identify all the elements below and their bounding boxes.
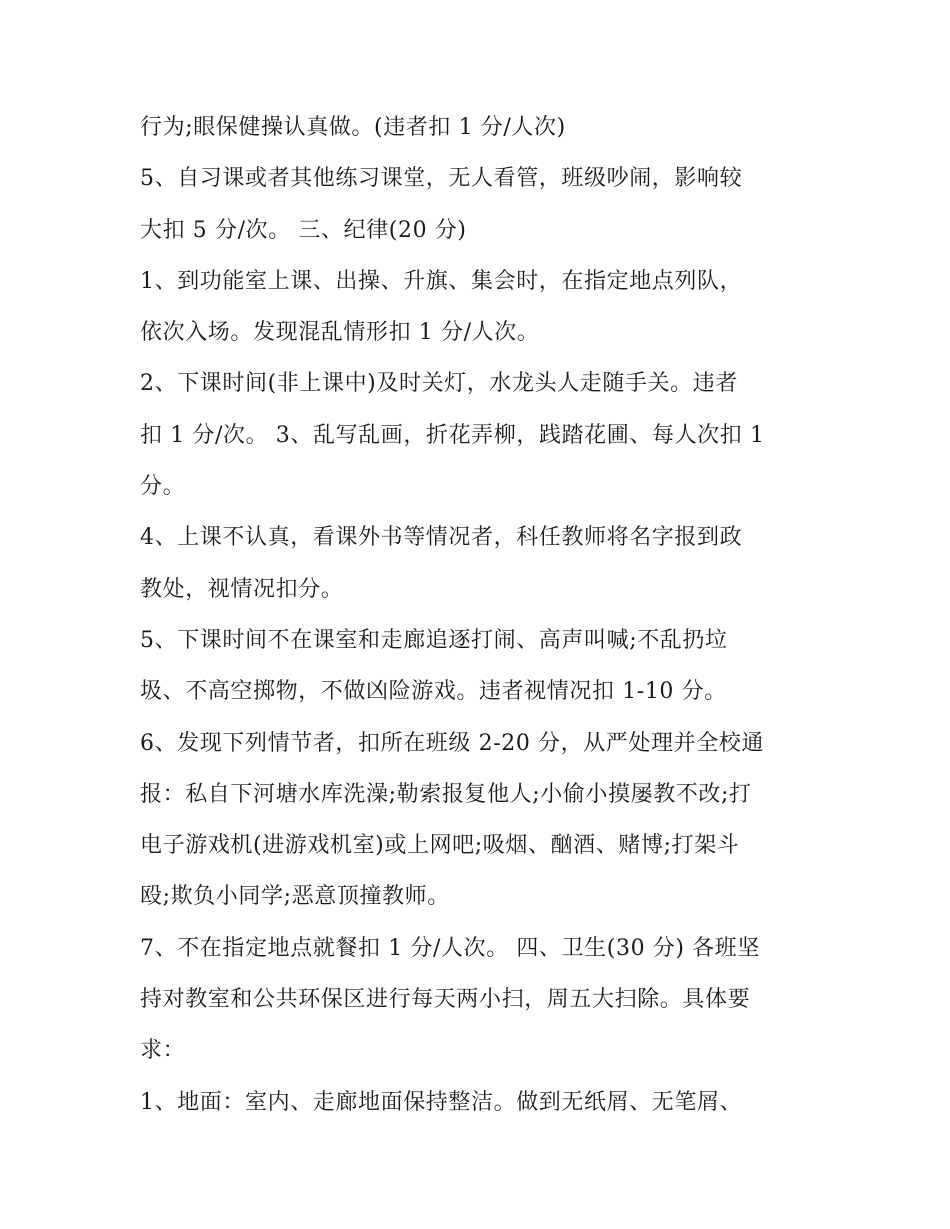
text-line: 分。 xyxy=(140,474,186,500)
text-line: 5、下课时间不在课室和走廊追逐打闹、高声叫喊;不乱扔垃 xyxy=(140,627,728,653)
text-line: 大扣 5 分/次。 三、纪律(20 分) xyxy=(140,217,467,243)
text-line: 4、上课不认真，看课外书等情况者，科任教师将名字报到政 xyxy=(140,525,743,551)
text-line: 扣 1 分/次。 3、乱写乱画，折花弄柳，践踏花圃、每人次扣 1 xyxy=(140,422,765,448)
document-body xyxy=(140,102,830,1128)
text-line: 教处，视情况扣分。 xyxy=(140,576,344,602)
text-line: 殴;欺负小同学;恶意顶撞教师。 xyxy=(140,884,450,910)
text-line: 依次入场。发现混乱情形扣 1 分/人次。 xyxy=(140,320,540,346)
text-line: 电子游戏机(进游戏机室)或上网吧;吸烟、酗酒、赌博;打架斗 xyxy=(140,833,740,859)
text-line: 6、发现下列情节者，扣所在班级 2-20 分，从严处理并全校通 xyxy=(140,730,765,756)
text-line: 圾、不高空掷物，不做凶险游戏。违者视情况扣 1-10 分。 xyxy=(140,679,727,705)
text-line: 行为;眼保健操认真做。(违者扣 1 分/人次) xyxy=(140,115,566,140)
text-line: 5、自习课或者其他练习课堂，无人看管，班级吵闹，影响较 xyxy=(140,166,743,192)
text-line: 报：私自下河塘水库洗澡;勒索报复他人;小偷小摸屡教不改;打 xyxy=(140,781,752,807)
text-line: 持对教室和公共环保区进行每天两小扫，周五大扫除。具体要 xyxy=(140,987,751,1013)
text-line: 1、地面：室内、走廊地面保持整洁。做到无纸屑、无笔屑、 xyxy=(140,1089,743,1115)
text-line: 1、到功能室上课、出操、升旗、集会时，在指定地点列队， xyxy=(140,268,743,294)
text-line: 2、下课时间(非上课中)及时关灯，水龙头人走随手关。违者 xyxy=(140,371,738,397)
text-line: 7、不在指定地点就餐扣 1 分/人次。 四、卫生(30 分) 各班坚 xyxy=(140,935,760,961)
text-line: 求： xyxy=(140,1038,186,1064)
